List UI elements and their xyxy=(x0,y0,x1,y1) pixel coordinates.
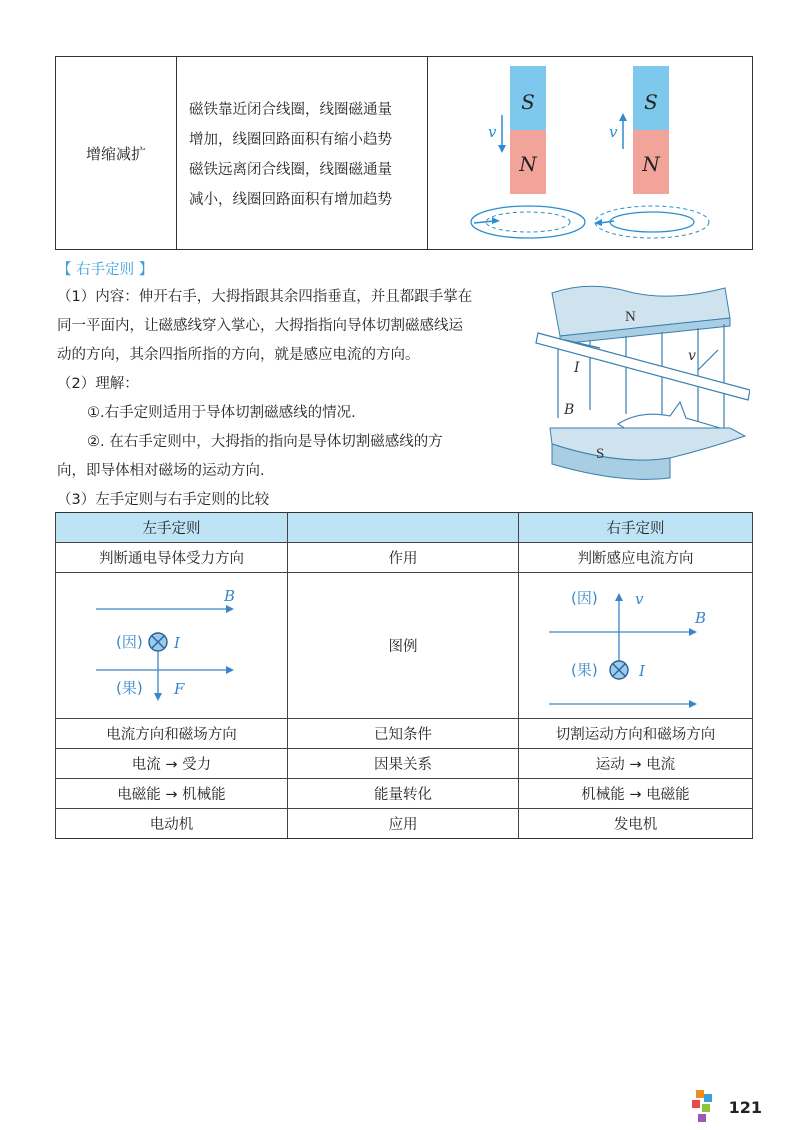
magnet-coil-table xyxy=(55,56,753,250)
logo-square xyxy=(696,1090,704,1098)
magnet-figure-cell xyxy=(428,57,752,249)
text-line: ①.右手定则适用于导体切割磁感线的情况. xyxy=(87,405,356,421)
logo-square xyxy=(702,1104,710,1112)
label-f: F xyxy=(174,680,185,698)
table-cell: 作用 xyxy=(287,543,518,573)
label-i: I xyxy=(638,662,645,680)
text-line: （2）理解： xyxy=(57,376,139,392)
logo-square xyxy=(698,1114,706,1122)
coil-inner-dashed xyxy=(486,212,570,232)
table-row xyxy=(56,719,753,749)
table-cell: 电流方向和磁场方向 xyxy=(56,719,288,749)
table-cell: 运动 → 电流 xyxy=(518,749,752,779)
desc-line: 减小，线圈回路面积有增加趋势 xyxy=(189,192,392,208)
velocity-label: v xyxy=(609,123,618,141)
paragraph-content xyxy=(57,283,472,515)
label-effect: (果) xyxy=(570,661,598,679)
shrink-arrow xyxy=(474,221,494,223)
publisher-logo xyxy=(690,1090,716,1124)
table-row xyxy=(56,779,753,809)
table-cell: 已知条件 xyxy=(287,719,518,749)
label-b: B xyxy=(694,609,707,627)
label-cause: (因) xyxy=(116,633,143,651)
text-line: 向，即导体相对磁场的运动方向. xyxy=(57,463,265,479)
arrow-head xyxy=(154,693,162,701)
label-n: N xyxy=(625,309,636,325)
header-right-hand-rule: 右手定则 xyxy=(518,513,752,543)
conductor-rod xyxy=(536,333,750,400)
label-effect: (果) xyxy=(116,679,143,697)
header-left-hand-rule: 左手定则 xyxy=(56,513,288,543)
label-b: B xyxy=(224,587,236,605)
arrow-head xyxy=(689,700,697,708)
magnet-coil-diagram xyxy=(428,57,753,249)
velocity-arrow xyxy=(698,350,718,370)
table-cell-legend: 图例 xyxy=(287,573,518,719)
table-cell: 电流 → 受力 xyxy=(56,749,288,779)
expand-arrow xyxy=(600,221,614,223)
coil-inner xyxy=(610,212,694,232)
table-cell: 应用 xyxy=(287,809,518,839)
text-line: 动的方向，其余四指所指的方向，就是感应电流的方向。 xyxy=(57,347,420,363)
pole-label-n: N xyxy=(642,152,660,176)
arrow-head xyxy=(615,593,623,601)
table-label-cell xyxy=(56,57,177,249)
arrow-head xyxy=(226,605,234,613)
table-row xyxy=(56,749,753,779)
table-cell: 因果关系 xyxy=(287,749,518,779)
table-row-figures xyxy=(56,573,753,719)
table-row xyxy=(56,809,753,839)
label-v: v xyxy=(634,590,644,608)
page-number: 121 xyxy=(728,1098,762,1117)
pole-label-s: S xyxy=(521,90,535,114)
label-zengsuojiankuo: 增缩减扩 xyxy=(85,144,146,163)
logo-square xyxy=(692,1100,700,1108)
table-cell: 电动机 xyxy=(56,809,288,839)
desc-line: 磁铁远离闭合线圈，线圈磁通量 xyxy=(189,162,392,178)
label-i: I xyxy=(174,634,180,652)
label-s: S xyxy=(596,446,605,462)
pole-label-n: N xyxy=(519,152,537,176)
header-empty xyxy=(287,513,518,543)
table-cell: 电磁能 → 机械能 xyxy=(56,779,288,809)
right-hand-figure xyxy=(519,573,751,718)
text-line: （1）内容：伸开右手，大拇指跟其余四指垂直，并且都跟手掌在 xyxy=(57,289,473,305)
table-cell: 判断通电导体受力方向 xyxy=(56,543,288,573)
arrow-head xyxy=(619,113,627,121)
right-hand-rule-figure xyxy=(530,278,750,488)
table-cell: 切割运动方向和磁场方向 xyxy=(518,719,752,749)
logo-square xyxy=(704,1094,712,1102)
table-cell: 能量转化 xyxy=(287,779,518,809)
label-cause: (因) xyxy=(570,589,598,607)
arrow-head xyxy=(226,666,234,674)
table-cell: 机械能 → 电磁能 xyxy=(518,779,752,809)
desc-line: 增加，线圈回路面积有缩小趋势 xyxy=(189,132,392,148)
left-hand-figure-cell xyxy=(56,573,288,719)
desc-line: 磁铁靠近闭合线圈，线圈磁通量 xyxy=(189,102,392,118)
right-hand-figure-cell xyxy=(518,573,752,719)
arrow-head xyxy=(689,628,697,636)
label-v: v xyxy=(688,348,696,364)
pole-label-s: S xyxy=(644,90,658,114)
section-title-right-hand-rule: 【 右手定则 】 xyxy=(57,262,154,278)
comparison-table xyxy=(55,512,753,839)
table-row xyxy=(56,543,753,573)
table-cell: 判断感应电流方向 xyxy=(518,543,752,573)
text-line: 同一平面内，让磁感线穿入掌心，大拇指指向导体切割磁感线运 xyxy=(57,318,463,334)
text-line: ②. 在右手定则中，大拇指的指向是导体切割磁感线的方 xyxy=(87,434,443,450)
left-hand-figure xyxy=(56,573,286,718)
table-cell: 发电机 xyxy=(518,809,752,839)
arrow-head xyxy=(498,145,506,153)
text-line: （3）左手定则与右手定则的比较 xyxy=(57,492,270,508)
label-i: I xyxy=(574,360,580,376)
table-header-row xyxy=(56,513,753,543)
velocity-label: v xyxy=(488,123,497,141)
description-cell xyxy=(177,57,428,249)
label-b: B xyxy=(564,402,575,418)
arrow-head xyxy=(594,219,602,226)
arrow-head xyxy=(492,217,500,224)
